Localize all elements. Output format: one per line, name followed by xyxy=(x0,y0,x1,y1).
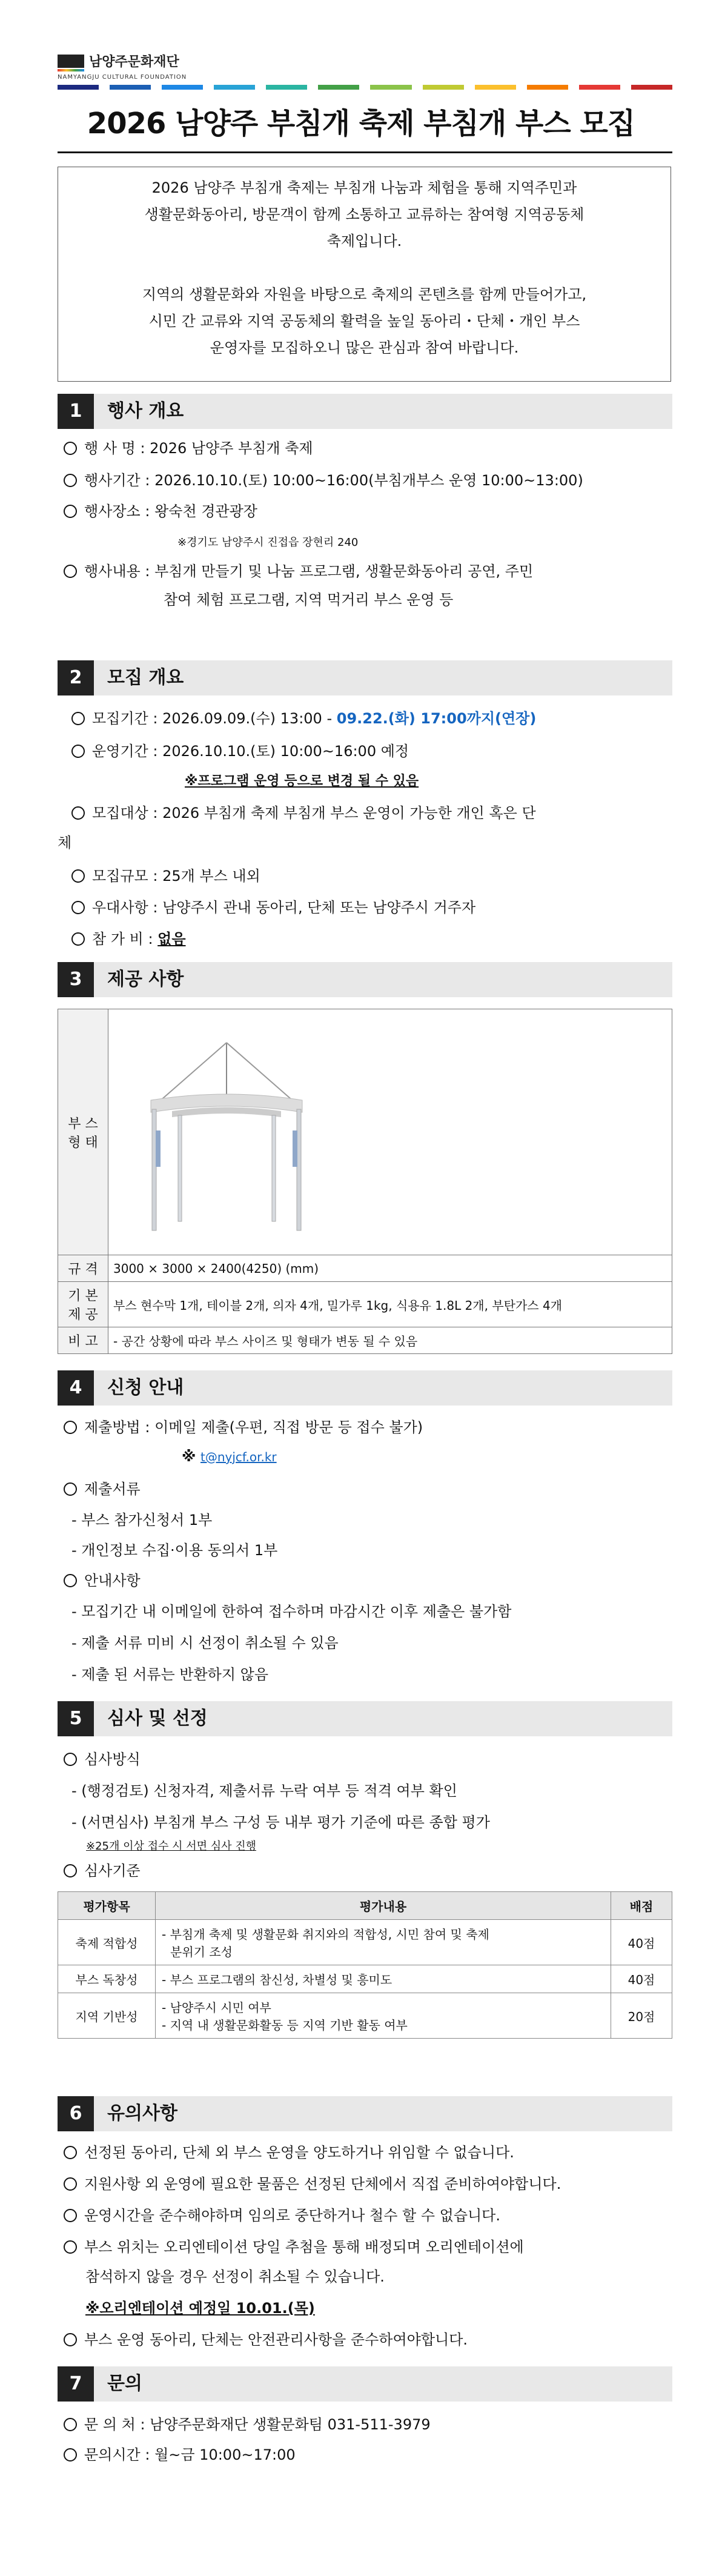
section-header-2 xyxy=(58,660,672,695)
guide-item: - 모집기간 내 이메일에 한하여 접수하며 마감시간 이후 제출은 불가함 xyxy=(71,1603,512,1620)
contact-hours: 문의시간 : 월~금 10:00~17:00 xyxy=(64,2444,296,2466)
event-content-cont: 참여 체험 프로그램, 지역 먹거리 부스 운영 등 xyxy=(164,591,454,608)
circle-bullet-icon xyxy=(64,2209,77,2222)
review-item: - (행정검토) 신청자격, 제출서류 누락 여부 등 적격 여부 확인 xyxy=(71,1782,457,1799)
color-bar-segment xyxy=(423,85,464,90)
circle-bullet-icon xyxy=(71,712,85,725)
operating-period: 운영기간 : 2026.10.10.(토) 10:00~16:00 예정 xyxy=(71,740,409,762)
remarks-value: - 공간 상황에 따라 부스 사이즈 및 형태가 변동 될 수 있음 xyxy=(108,1327,672,1354)
logo-mark-icon xyxy=(58,55,84,68)
circle-bullet-icon xyxy=(64,1753,77,1766)
circle-bullet-icon xyxy=(64,565,77,578)
color-bar-segment xyxy=(527,85,568,90)
venue-address-note: ※경기도 남양주시 진접읍 장현리 240 xyxy=(177,536,359,549)
event-content: 행사내용 : 부침개 만들기 및 나눔 프로그램, 생활문화동아리 공연, 주민 xyxy=(64,560,533,582)
section-number: 3 xyxy=(58,962,94,997)
title-divider xyxy=(58,151,672,153)
color-bar-segment xyxy=(58,85,99,90)
section-title: 유의사항 xyxy=(107,2103,177,2124)
circle-bullet-icon xyxy=(64,2418,77,2431)
circle-bullet-icon xyxy=(71,932,85,946)
intro-line: 축제입니다. xyxy=(326,233,402,250)
caution-item: 운영시간을 준수해야하며 임의로 중단하거나 철수 할 수 없습니다. xyxy=(64,2205,500,2226)
criteria-heading: 심사기준 xyxy=(64,1860,141,1882)
guide-item: - 제출 서류 미비 시 선정이 취소될 수 있음 xyxy=(71,1635,339,1651)
color-bar-segment xyxy=(318,85,359,90)
review-method: 심사방식 xyxy=(64,1748,141,1770)
caution-item: 부스 위치는 오리엔테이션 당일 추첨을 통해 배정되며 오리엔테이션에 xyxy=(64,2236,524,2258)
provide-label: 기 본 제 공 xyxy=(58,1282,108,1327)
color-bar-segment xyxy=(631,85,672,90)
circle-bullet-icon xyxy=(64,1864,77,1877)
section-header-5 xyxy=(58,1701,672,1736)
doc-item: - 개인정보 수집·이용 동의서 1부 xyxy=(71,1542,278,1559)
operating-note: ※프로그램 운영 등으로 변경 될 수 있음 xyxy=(185,774,419,789)
color-bar-segment xyxy=(475,85,516,90)
submit-method: 제출방법 : 이메일 제출(우편, 직접 방문 등 접수 불가) xyxy=(64,1416,423,1438)
caution-item: 지원사항 외 운영에 필요한 물품은 선정된 단체에서 직접 준비하여야합니다. xyxy=(64,2173,561,2195)
color-bar-segment xyxy=(266,85,307,90)
circle-bullet-icon xyxy=(64,1421,77,1434)
section-header-4 xyxy=(58,1370,672,1406)
decorative-color-bar xyxy=(58,85,672,90)
section-number: 2 xyxy=(58,660,94,695)
spec-value: 3000 × 3000 × 2400(4250) (mm) xyxy=(108,1255,672,1282)
guide-item: - 제출 된 서류는 반환하지 않음 xyxy=(71,1666,269,1683)
section-title: 심사 및 선정 xyxy=(107,1708,208,1729)
intro-box xyxy=(58,167,671,382)
page-title: 2026 남양주 부침개 축제 부침개 부스 모집 xyxy=(87,107,635,141)
color-bar-segment xyxy=(110,85,151,90)
color-bar-segment xyxy=(579,85,620,90)
preference: 우대사항 : 남양주시 관내 동아리, 단체 또는 남양주시 거주자 xyxy=(71,897,475,918)
section-number: 5 xyxy=(58,1701,94,1736)
section-number: 6 xyxy=(58,2096,94,2131)
extended-deadline: 09.22.(화) 17:00까지(연장) xyxy=(336,710,537,727)
event-date: 행사기간 : 2026.10.10.(토) 10:00~16:00(부침개부스 운영 10:00~13:00) xyxy=(64,470,583,491)
circle-bullet-icon xyxy=(71,869,85,883)
recruit-period: 모집기간 : 2026.09.09.(수) 13:00 - 09.22.(화) 17:00까지(연장) xyxy=(71,708,536,729)
event-venue: 행사장소 : 왕숙천 경관광장 xyxy=(64,500,257,522)
circle-bullet-icon xyxy=(64,2448,77,2461)
recruit-scale: 모집규모 : 25개 부스 내외 xyxy=(71,865,260,887)
circle-bullet-icon xyxy=(71,806,85,820)
circle-bullet-icon xyxy=(64,474,77,487)
circle-bullet-icon xyxy=(64,2146,77,2159)
section-number: 7 xyxy=(58,2366,94,2402)
color-bar-segment xyxy=(214,85,255,90)
email-row: ※ t@nyjcf.or.kr xyxy=(182,1448,277,1465)
caution-item-cont: 참석하지 않을 경우 선정이 취소될 수 있습니다. xyxy=(85,2268,385,2285)
provide-value: 부스 현수막 1개, 테이블 2개, 의자 4개, 밀가루 1kg, 식용유 1.8L 2개, 부탄가스 4개 xyxy=(108,1282,672,1327)
circle-bullet-icon xyxy=(64,1482,77,1496)
circle-bullet-icon xyxy=(64,2240,77,2254)
section-title: 제공 사항 xyxy=(107,969,184,990)
guide-heading: 안내사항 xyxy=(64,1570,141,1592)
intro-line: 생활문화동아리, 방문객이 함께 소통하고 교류하는 참여형 지역공동체 xyxy=(144,206,585,223)
section-header-1 xyxy=(58,394,672,429)
table-row: 축제 적합성 - 부침개 축제 및 생활문화 취지와의 적합성, 시민 참여 및 축제 분위기 조성 40점 xyxy=(58,1920,672,1965)
section-title: 신청 안내 xyxy=(107,1377,184,1398)
col-header: 평가내용 xyxy=(156,1892,611,1920)
recruit-target: 모집대상 : 2026 부침개 축제 부침개 부스 운영이 가능한 개인 혹은 단 xyxy=(71,802,536,824)
circle-bullet-icon xyxy=(64,2177,77,2191)
booth-image-cell xyxy=(108,1009,672,1255)
section-header-6 xyxy=(58,2096,672,2131)
circle-bullet-icon xyxy=(64,1574,77,1587)
submit-docs: 제출서류 xyxy=(64,1478,141,1500)
booth-tent-image xyxy=(108,1009,672,1252)
col-header: 평가항목 xyxy=(58,1892,156,1920)
booth-table xyxy=(58,1009,672,1354)
circle-bullet-icon xyxy=(64,505,77,518)
caution-item: 부스 운영 동아리, 단체는 안전관리사항을 준수하여야합니다. xyxy=(64,2329,468,2351)
spec-label: 규 격 xyxy=(58,1255,108,1282)
participation-fee: 참 가 비 : 없음 xyxy=(71,928,186,950)
section-header-3 xyxy=(58,962,672,997)
intro-line: 운영자를 모집하오니 많은 관심과 참여 바랍니다. xyxy=(210,339,519,356)
org-name: 남양주문화재단 xyxy=(89,55,179,70)
intro-line: 지역의 생활문화와 자원을 바탕으로 축제의 콘텐츠를 함께 만들어가고, xyxy=(142,286,587,303)
section-title: 문의 xyxy=(107,2373,142,2394)
col-header: 배점 xyxy=(611,1892,672,1920)
booth-type-label: 부 스 형 태 xyxy=(58,1009,108,1255)
section-title: 모집 개요 xyxy=(107,667,184,688)
remarks-label: 비 고 xyxy=(58,1327,108,1354)
table-row: 부스 독창성 - 부스 프로그램의 참신성, 차별성 및 흥미도 40점 xyxy=(58,1965,672,1993)
intro-line: 시민 간 교류와 지역 공동체의 활력을 높일 동아리・단체・개인 부스 xyxy=(148,313,580,330)
evaluation-table xyxy=(58,1891,672,2039)
section-header-7 xyxy=(58,2366,672,2402)
review-item: - (서면심사) 부침개 부스 구성 등 내부 평가 기준에 따른 종합 평가 xyxy=(71,1814,490,1831)
color-bar-segment xyxy=(162,85,203,90)
org-logo xyxy=(58,51,187,81)
circle-bullet-icon xyxy=(64,2333,77,2346)
recruit-target-cont: 체 xyxy=(58,834,72,851)
review-note: ※25개 이상 접수 시 서면 심사 진행 xyxy=(86,1840,256,1853)
section-number: 4 xyxy=(58,1370,94,1406)
section-number: 1 xyxy=(58,394,94,429)
intro-line: 2026 남양주 부침개 축제는 부침개 나눔과 체험을 통해 지역주민과 xyxy=(151,179,577,196)
contact-phone: 문 의 처 : 남양주문화재단 생활문화팀 031-511-3979 xyxy=(64,2414,431,2435)
color-bar-segment xyxy=(370,85,411,90)
circle-bullet-icon xyxy=(71,901,85,914)
event-name: 행 사 명 : 2026 남양주 부침개 축제 xyxy=(64,437,313,459)
circle-bullet-icon xyxy=(71,745,85,758)
doc-item: - 부스 참가신청서 1부 xyxy=(71,1512,213,1529)
org-name-en: NAMYANGJU CULTURAL FOUNDATION xyxy=(58,74,187,81)
table-row: 지역 기반성 - 남양주시 시민 여부 - 지역 내 생활문화활동 등 지역 기반 활동 여부 20점 xyxy=(58,1993,672,2039)
section-title: 행사 개요 xyxy=(107,400,184,422)
orientation-date: ※오리엔테이션 예정일 10.01.(목) xyxy=(85,2300,315,2317)
circle-bullet-icon xyxy=(64,442,77,455)
email-link[interactable]: t@nyjcf.or.kr xyxy=(200,1450,277,1464)
caution-item: 선정된 동아리, 단체 외 부스 운영을 양도하거나 위임할 수 없습니다. xyxy=(64,2142,514,2163)
